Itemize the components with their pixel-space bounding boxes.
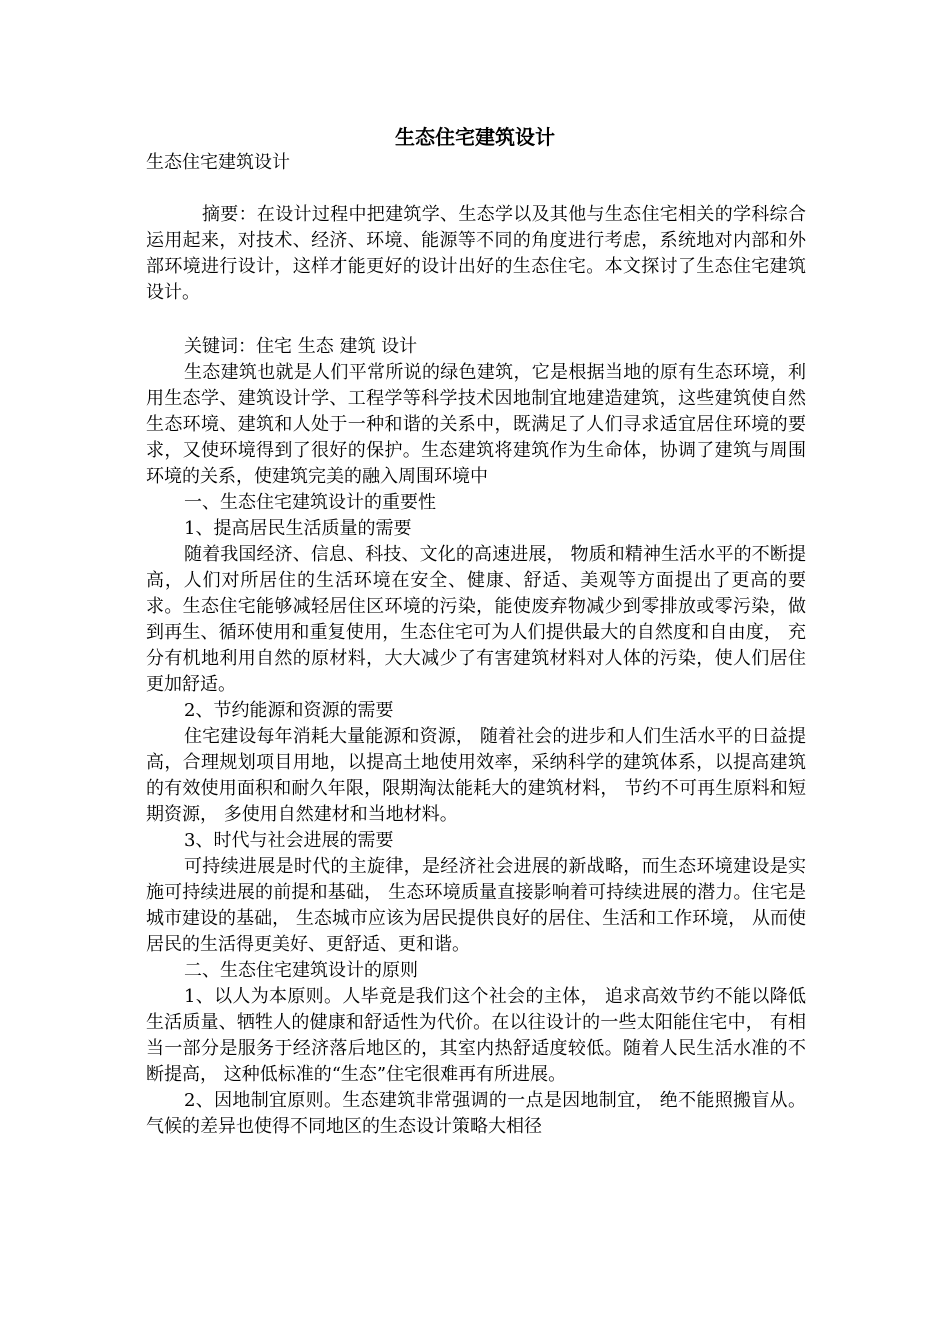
document-body	[146, 150, 806, 1140]
keywords-line: 关键词：住宅 生态 建筑 设计	[184, 336, 418, 357]
document-subtitle: 生态住宅建筑设计	[146, 152, 290, 173]
body-paragraph: 随着我国经济、信息、科技、文化的高速进展， 物质和精神生活水平的不断提高，人们对所居住的生活环境在安全、健康、舒适、美观等方面提出了更高的要求。生态住宅能够减轻居住区环境的污染，能使废弃物减少到零排放或零污染，做到再生、循环使用和重复使用，生态住宅可为人们提供最大的自然度和自由度， 充分有机地利用自然的原材料，大大减少了有害建筑材料对人体的污染，使人们居住更加舒适。	[146, 544, 806, 695]
spacer	[146, 306, 806, 334]
body-paragraph: 生态建筑也就是人们平常所说的绿色建筑，它是根据当地的原有生态环境，利用生态学、建筑设计学、工程学等科学技术因地制宜地建造建筑，这些建筑使自然生态环境、建筑和人处于一种和谐的关系中，既满足了人们寻求适宜居住环境的要求，又使环境得到了很好的保护。生态建筑将建筑作为生命体，协调了建筑与周围环境的关系，使建筑完美的融入周围环境中	[146, 362, 806, 487]
section-heading: 一、生态住宅建筑设计的重要性	[184, 492, 436, 513]
body-paragraph: 住宅建设每年消耗大量能源和资源， 随着社会的进步和人们生活水平的日益提高，合理规划项目用地，以提高土地使用效率，采纳科学的建筑体系，以提高建筑的有效使用面积和耐久年限，限期淘汰能耗大的建筑材料， 节约不可再生原料和短期资源， 多使用自然建材和当地材料。	[146, 726, 806, 825]
abstract-paragraph: 摘要：在设计过程中把建筑学、生态学以及其他与生态住宅相关的学科综合运用起来，对技术、经济、环境、能源等不同的角度进行考虑，系统地对内部和外部环境进行设计，这样才能更好的设计出好的生态住宅。本文探讨了生态住宅建筑设计。	[146, 204, 806, 303]
body-paragraph: 可持续进展是时代的主旋律，是经济社会进展的新战略，而生态环境建设是实施可持续进展的前提和基础， 生态环境质量直接影响着可持续进展的潜力。住宅是城市建设的基础， 生态城市应该为居民提供良好的居住、生活和工作环境， 从而使居民的生活得更美好、更舒适、更和谐。	[146, 856, 806, 955]
body-paragraph: 2、因地制宜原则。生态建筑非常强调的一点是因地制宜， 绝不能照搬盲从。气候的差异也使得不同地区的生态设计策略大相径	[146, 1090, 806, 1137]
subsection-heading: 2、节约能源和资源的需要	[184, 700, 394, 721]
spacer	[146, 176, 806, 202]
subsection-heading: 1、提高居民生活质量的需要	[184, 518, 412, 539]
subsection-heading: 3、时代与社会进展的需要	[184, 830, 394, 851]
section-heading: 二、生态住宅建筑设计的原则	[184, 960, 418, 981]
document-title: 生态住宅建筑设计	[395, 125, 555, 149]
body-paragraph: 1、以人为本原则。人毕竟是我们这个社会的主体， 追求高效节约不能以降低生活质量、牺牲人的健康和舒适性为代价。在以往设计的一些太阳能住宅中， 有相当一部分是服务于经济落后地区的，其室内热舒适度较低。随着人民生活水准的不断提高， 这种低标准的“生态”住宅很难再有所进展。	[146, 986, 806, 1085]
